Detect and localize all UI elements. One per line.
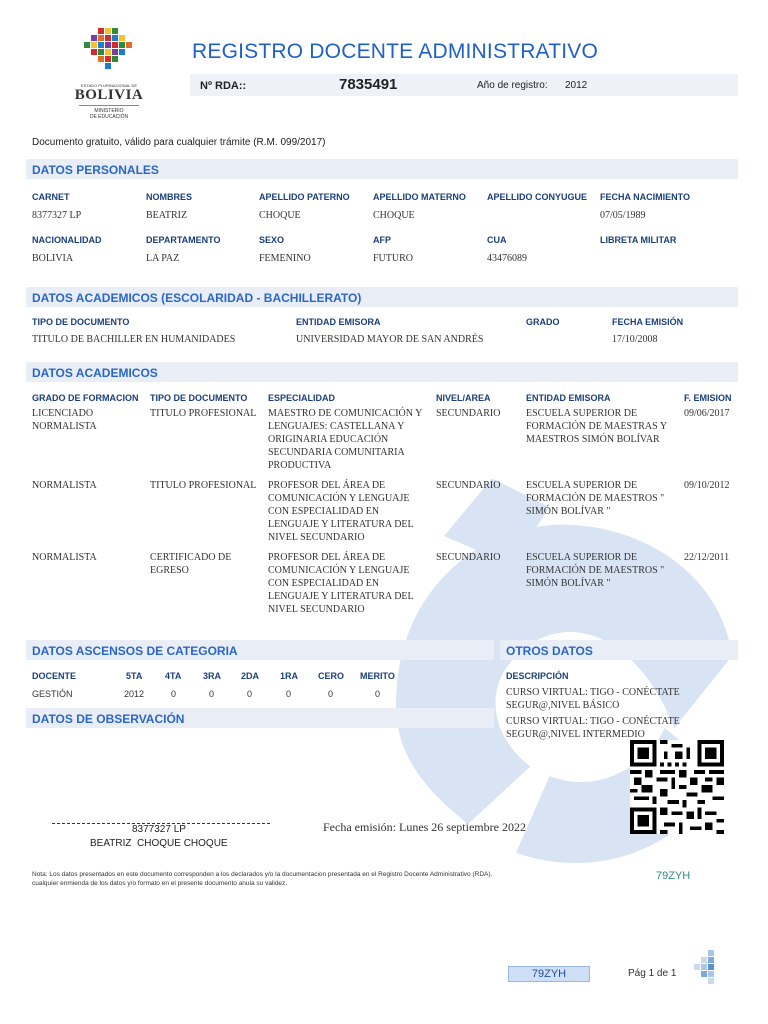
logo-ministry-text-2: DE EDUCACIÓN: [89, 114, 129, 120]
value-sexo: FEMENINO: [259, 253, 311, 264]
footer-note: Nota: Los datos presentados en este documento corresponden a los declarados y/o la documentacion presentada en el Registro Docente Administrativo (RDA). cualquier enmienda de los datos y/o formato en el presente documento anula su validez.: [32, 871, 493, 887]
table-row-3-grado: [32, 551, 147, 564]
value-apellido-materno: CHOQUE: [373, 210, 415, 221]
label-fecha-nacimiento: FECHA NACIMIENTO: [600, 192, 690, 202]
table-row-2-fecha: [684, 479, 730, 492]
coat-of-arms-icon: [68, 26, 150, 78]
row-1-esp-line-3: ORIGINARIA EDUCACIÓN: [268, 434, 389, 445]
list-item: [506, 715, 736, 741]
value-carnet: 8377327 LP: [32, 210, 82, 221]
row-3-ent-line-3: SIMÓN BOLÍVAR ": [526, 578, 611, 589]
table-row-1-entidad: [526, 407, 681, 446]
label-apellido-paterno: APELLIDO PATERNO: [259, 192, 350, 202]
label-libreta-militar: LIBRETA MILITAR: [600, 235, 677, 245]
label-academic-especialidad: ESPECIALIDAD: [268, 393, 336, 403]
personal-section-title: DATOS PERSONALES: [32, 163, 159, 177]
label-carnet: CARNET: [32, 192, 70, 202]
row-2-esp-line-4: LENGUAJE Y LITERATURA DEL: [268, 519, 414, 530]
table-row-3-entidad: [526, 551, 681, 590]
row-3-ent-line-2: FORMACIÓN DE MAESTROS ": [526, 565, 665, 576]
row-2-esp-line-1: PROFESOR DEL ÁREA DE: [268, 480, 386, 491]
value-apellido-paterno: CHOQUE: [259, 210, 301, 221]
school-section-title: DATOS ACADEMICOS (ESCOLARIDAD - BACHILLERATO): [32, 291, 362, 305]
label-ascenso-2da: 2DA: [241, 671, 260, 681]
ascensos-section-title: DATOS ASCENSOS DE CATEGORIA: [32, 644, 238, 658]
academic-section-title: DATOS ACADEMICOS: [32, 366, 158, 380]
ministry-logo: [68, 26, 150, 126]
label-ascenso-4ta: 4TA: [165, 671, 182, 681]
year-value: 2012: [565, 80, 588, 91]
label-apellido-conyugue: APELLIDO CONYUGUE: [487, 192, 588, 202]
value-ascenso-3ra: 0: [209, 689, 215, 699]
row-3-fecha-line-1: 22/12/2011: [684, 552, 730, 563]
intro-text: Documento gratuito, válido para cualquier trámite (R.M. 099/2017): [32, 137, 326, 148]
table-row-2-nivel: [436, 479, 500, 492]
table-row-1-nivel: [436, 407, 500, 420]
row-1-ent-line-2: FORMACIÓN DE MAESTRAS Y: [526, 421, 668, 432]
page-title: REGISTRO DOCENTE ADMINISTRATIVO: [192, 40, 599, 63]
otros-item-2-line-2: SEGUR@,NIVEL INTERMEDIO: [506, 729, 645, 740]
logo-state-text: ESTADO PLURINACIONAL DE: [80, 83, 137, 88]
label-school-fecha: FECHA EMISIÓN: [612, 317, 684, 327]
row-2-ent-line-2: FORMACIÓN DE MAESTROS ": [526, 493, 665, 504]
label-academic-nivel: NIVEL/AREA: [436, 393, 491, 403]
qr-code-text: 79ZYH: [656, 870, 691, 882]
row-3-esp-line-3: CON ESPECIALIDAD EN: [268, 578, 380, 589]
row-2-ent-line-3: SIMÓN BOLÍVAR ": [526, 506, 611, 517]
label-cua: CUA: [487, 235, 507, 245]
logo-country-text: BOLIVIA: [74, 87, 144, 103]
label-ascenso-3ra: 3RA: [203, 671, 222, 681]
row-2-nivel-line-1: SECUNDARIO: [436, 480, 501, 491]
logo-divider: [79, 105, 139, 106]
label-nacionalidad: NACIONALIDAD: [32, 235, 102, 245]
value-fecha-nacimiento: 07/05/1989: [600, 210, 646, 221]
value-ascenso-2da: 0: [247, 689, 253, 699]
value-ascenso-merito: 0: [375, 689, 381, 699]
table-row-2-grado: [32, 479, 147, 492]
label-apellido-materno: APELLIDO MATERNO: [373, 192, 466, 202]
decorative-squares-icon: [688, 950, 718, 984]
row-2-fecha-line-1: 09/10/2012: [684, 480, 730, 491]
otros-item-1-line-1: CURSO VIRTUAL: TIGO - CONÉCTATE: [506, 687, 680, 698]
value-cua: 43476089: [487, 253, 527, 264]
label-school-entidad: ENTIDAD EMISORA: [296, 317, 381, 327]
value-school-fecha: 17/10/2008: [612, 334, 658, 345]
row-2-esp-line-3: CON ESPECIALIDAD EN: [268, 506, 380, 517]
rda-label: Nº RDA::: [200, 80, 247, 92]
qr-code-icon: [630, 740, 724, 834]
label-ascenso-cero: CERO: [318, 671, 345, 681]
table-row-1-fecha: [684, 407, 730, 420]
row-2-esp-line-2: COMUNICACIÓN Y LENGUAJE: [268, 493, 410, 504]
value-ascenso-1ra: 0: [286, 689, 292, 699]
rda-value: 7835491: [339, 76, 398, 93]
value-ascenso-gestion: GESTIÓN: [32, 689, 73, 699]
row-3-ent-line-1: ESCUELA SUPERIOR DE: [526, 552, 638, 563]
row-1-ent-line-1: ESCUELA SUPERIOR DE: [526, 408, 638, 419]
label-academic-fecha: F. EMISION: [684, 393, 732, 403]
label-sexo: SEXO: [259, 235, 285, 245]
row-1-esp-line-2: LENGUAJES: CASTELLANA Y: [268, 421, 405, 432]
row-1-esp-line-4: SECUNDARIA COMUNITARIA: [268, 447, 405, 458]
table-row-2-entidad: [526, 479, 681, 518]
value-afp: FUTURO: [373, 253, 414, 264]
table-row-3-fecha: [684, 551, 729, 564]
year-label: Año de registro:: [477, 80, 548, 91]
logo-ministry-text-1: MINISTERIO: [94, 108, 124, 114]
row-3-tipo-line-2: EGRESO: [150, 565, 189, 576]
signature-ci: 8377327 LP: [132, 824, 186, 835]
label-school-grado: GRADO: [526, 317, 560, 327]
page-number: Pág 1 de 1: [628, 968, 677, 979]
label-ascenso-5ta: 5TA: [126, 671, 143, 681]
row-3-tipo-line-1: CERTIFICADO DE: [150, 552, 232, 563]
label-otros-descripcion: DESCRIPCIÓN: [506, 671, 569, 681]
row-2-tipo-line-1: TITULO PROFESIONAL: [150, 480, 257, 491]
row-1-ent-line-3: MAESTROS SIMÓN BOLÍVAR: [526, 434, 660, 445]
footer-verification-code: 79ZYH: [508, 966, 590, 982]
table-row-3-nivel: [436, 551, 500, 564]
table-row-1-grado: [32, 407, 147, 433]
row-1-fecha-line-1: 09/06/2017: [684, 408, 730, 419]
label-departamento: DEPARTAMENTO: [146, 235, 221, 245]
row-1-nivel-line-1: SECUNDARIO: [436, 408, 501, 419]
label-academic-grado: GRADO DE FORMACION: [32, 393, 139, 403]
row-2-esp-line-5: NIVEL SECUNDARIO: [268, 532, 365, 543]
otros-item-2-line-1: CURSO VIRTUAL: TIGO - CONÉCTATE: [506, 716, 680, 727]
row-3-grado-line-1: NORMALISTA: [32, 552, 97, 563]
label-ascenso-merito: MERITO: [360, 671, 395, 681]
value-school-tipo: TITULO DE BACHILLER EN HUMANIDADES: [32, 334, 236, 345]
label-afp: AFP: [373, 235, 391, 245]
row-1-esp-line-1: MAESTRO DE COMUNICACIÓN Y: [268, 408, 423, 419]
row-3-esp-line-1: PROFESOR DEL ÁREA DE: [268, 552, 386, 563]
row-2-ent-line-1: ESCUELA SUPERIOR DE: [526, 480, 638, 491]
table-row-3-tipo: [150, 551, 265, 577]
value-nacionalidad: BOLIVIA: [32, 253, 74, 264]
otros-item-1-line-2: SEGUR@,NIVEL BÁSICO: [506, 700, 620, 711]
value-ascenso-cero: 0: [328, 689, 334, 699]
row-2-grado-line-1: NORMALISTA: [32, 480, 97, 491]
row-1-grado-line-2: NORMALISTA: [32, 421, 97, 432]
observacion-section-title: DATOS DE OBSERVACIÓN: [32, 712, 185, 726]
value-departamento: LA PAZ: [146, 253, 180, 264]
label-ascenso-docente: DOCENTE: [32, 671, 77, 681]
otros-section-title: OTROS DATOS: [506, 644, 593, 658]
row-1-tipo-line-1: TITULO PROFESIONAL: [150, 408, 257, 419]
value-ascenso-4ta: 0: [171, 689, 177, 699]
emission-date: Fecha emisión: Lunes 26 septiembre 2022: [323, 820, 526, 834]
label-school-tipo: TIPO DE DOCUMENTO: [32, 317, 130, 327]
value-school-entidad: UNIVERSIDAD MAYOR DE SAN ANDRÉS: [296, 334, 484, 345]
row-1-esp-line-5: PRODUCTIVA: [268, 460, 332, 471]
label-academic-entidad: ENTIDAD EMISORA: [526, 393, 611, 403]
value-ascenso-5ta: 2012: [124, 689, 145, 699]
label-academic-tipo: TIPO DE DOCUMENTO: [150, 393, 248, 403]
signature-name: BEATRIZ CHOQUE CHOQUE: [90, 838, 228, 849]
table-row-1-tipo: [150, 407, 265, 420]
row-3-esp-line-5: NIVEL SECUNDARIO: [268, 604, 365, 615]
table-row-2-especialidad: [268, 479, 433, 544]
table-row-3-especialidad: [268, 551, 433, 616]
row-3-esp-line-2: COMUNICACIÓN Y LENGUAJE: [268, 565, 410, 576]
value-nombres: BEATRIZ: [146, 210, 188, 221]
row-3-esp-line-4: LENGUAJE Y LITERATURA DEL: [268, 591, 414, 602]
table-row-1-especialidad: [268, 407, 433, 472]
row-3-nivel-line-1: SECUNDARIO: [436, 552, 501, 563]
list-item: [506, 686, 736, 712]
table-row-2-tipo: [150, 479, 265, 492]
row-1-grado-line-1: LICENCIADO: [32, 408, 94, 419]
label-nombres: NOMBRES: [146, 192, 193, 202]
rda-info-bar: [190, 74, 738, 96]
label-ascenso-1ra: 1RA: [280, 671, 299, 681]
